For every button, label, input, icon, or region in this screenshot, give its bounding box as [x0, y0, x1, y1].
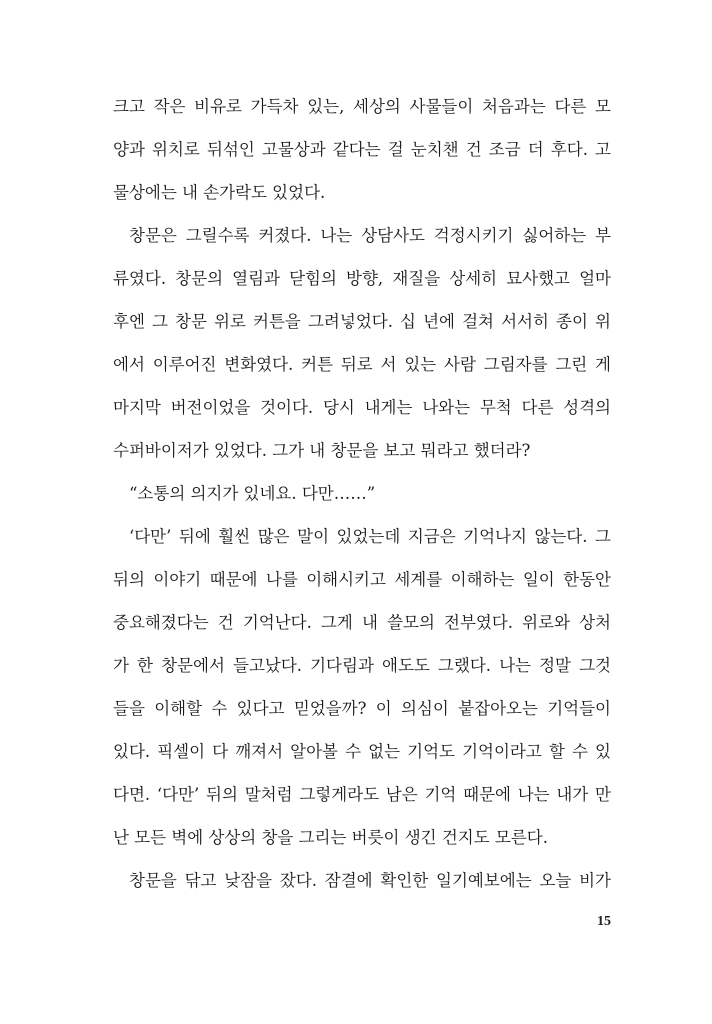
text-line: 가 한 창문에서 들고났다. 기다림과 애도도 그랬다. 나는 정말 그것 [113, 656, 611, 675]
text-line: 들을 이해할 수 있다고 믿었을까? 이 의심이 붙잡아오는 기억들이 [113, 699, 611, 718]
text-line: 물상에는 내 손가락도 있었다. [113, 183, 326, 202]
text-line: 마지막 버전이었을 것이다. 당시 내게는 나와는 무척 다른 성격의 [113, 398, 611, 417]
text-line: 뒤의 이야기 때문에 나를 이해시키고 세계를 이해하는 일이 한동안 [113, 570, 611, 589]
text-line: 류였다. 창문의 열림과 닫힘의 방향, 재질을 상세히 묘사했고 얼마 [113, 269, 611, 288]
page-number: 15 [597, 914, 611, 929]
text-line: 수퍼바이저가 있었다. 그가 내 창문을 보고 뭐라고 했더라? [113, 441, 531, 460]
text-line: 다면. ‘다만’ 뒤의 말처럼 그렇게라도 남은 기억 때문에 나는 내가 만 [113, 785, 611, 804]
text-line: 크고 작은 비유로 가득차 있는, 세상의 사물들이 처음과는 다른 모 [113, 97, 611, 116]
text-line: 난 모든 벽에 상상의 창을 그리는 버릇이 생긴 건지도 모른다. [113, 828, 548, 847]
text-line: 중요해졌다는 건 기억난다. 그게 내 쓸모의 전부였다. 위로와 상처 [113, 613, 611, 632]
text-line: 에서 이루어진 변화였다. 커튼 뒤로 서 있는 사람 그림자를 그린 게 [113, 355, 611, 374]
text-line: 있다. 픽셀이 다 깨져서 알아볼 수 없는 기억도 기억이라고 할 수 있 [113, 742, 611, 761]
text-line: 후엔 그 창문 위로 커튼을 그려넣었다. 십 년에 걸쳐 서서히 종이 위 [113, 312, 611, 331]
text-line: ‘다만’ 뒤에 훨씬 많은 말이 있었는데 지금은 기억나지 않는다. 그 [129, 527, 611, 546]
text-line: 창문을 닦고 낮잠을 잤다. 잠결에 확인한 일기예보에는 오늘 비가 [129, 871, 611, 890]
text-line: 양과 위치로 뒤섞인 고물상과 같다는 걸 눈치챈 건 조금 더 후다. 고 [113, 140, 611, 159]
text-line: 창문은 그릴수록 커졌다. 나는 상담사도 걱정시키기 싫어하는 부 [129, 226, 611, 245]
dialogue-line: “소통의 의지가 있네요. 다만……” [129, 484, 376, 503]
